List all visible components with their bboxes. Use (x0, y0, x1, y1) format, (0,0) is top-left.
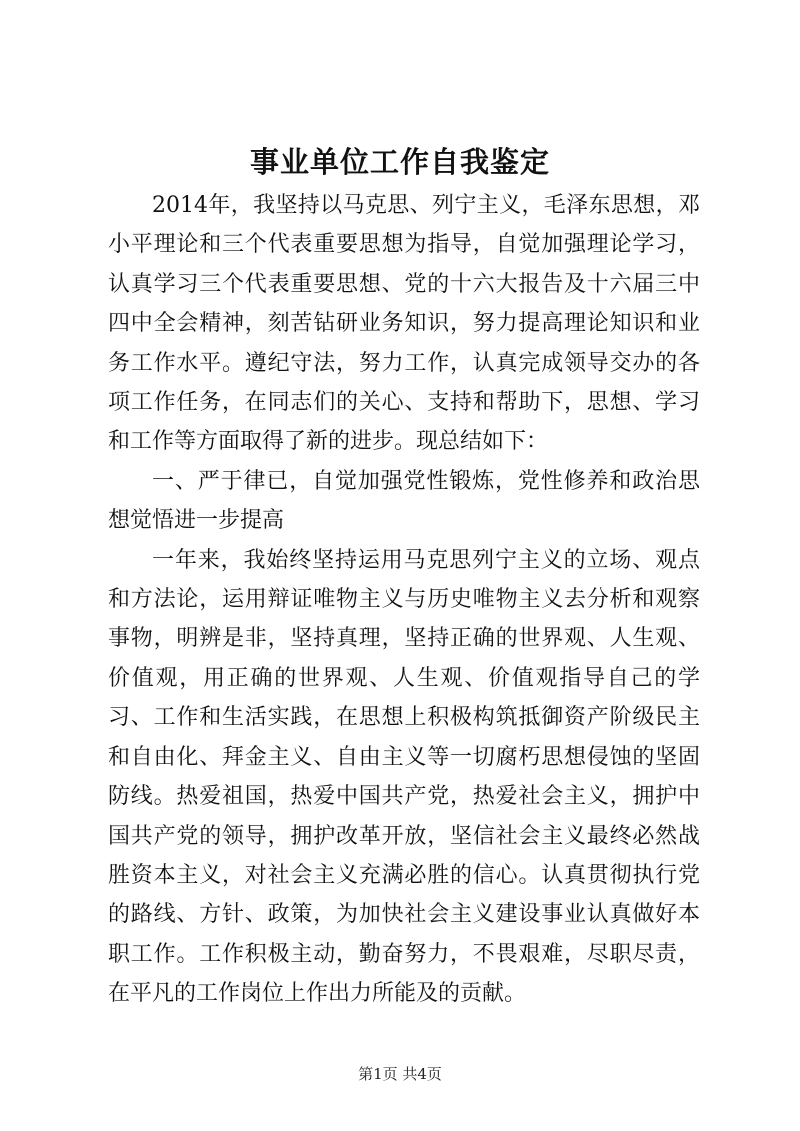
paragraph-section-body: 一年来，我始终坚持运用马克思列宁主义的立场、观点和方法论，运用辩证唯物主义与历史唯物主义去分析和观察事物，明辨是非，坚持真理，坚持正确的世界观、人生观、价值观，用正确的世界观、人生观、价值观指导自己的学习、工作和生活实践，在思想上积极构筑抵御资产阶级民主和自由化、拜金主义、自由主义等一切腐朽思想侵蚀的坚固防线。热爱祖国，热爱中国共产党，热爱社会主义，拥护中国共产党的领导，拥护改革开放，坚信社会主义最终必然战胜资本主义，对社会主义充满必胜的信心。认真贯彻执行党的路线、方针、政策，为加快社会主义建设事业认真做好本职工作。工作积极主动，勤奋努力，不畏艰难，尽职尽责，在平凡的工作岗位上作出力所能及的贡献。 (108, 547, 700, 1007)
document-title: 事业单位工作自我鉴定 (249, 145, 550, 179)
paragraph-section-heading: 一、严于律已，自觉加强党性锻炼，党性修养和政治思想觉悟进一步提高 (108, 468, 700, 534)
page-number-footer: 第1页 共4页 (358, 1065, 442, 1083)
paragraph-intro: 2014年，我坚持以马克思、列宁主义，毛泽东思想，邓小平理论和三个代表重要思想为指导，自觉加强理论学习，认真学习三个代表重要思想、党的十六大报告及十六届三中四中全会精神，刻苦钻研业务知识，努力提高理论知识和业务工作水平。遵纪守法，努力工作，认真完成领导交办的各项工作任务，在同志们的关心、支持和帮助下，思想、学习和工作等方面取得了新的进步。现总结如下： (108, 193, 700, 455)
document-body (108, 186, 700, 1014)
